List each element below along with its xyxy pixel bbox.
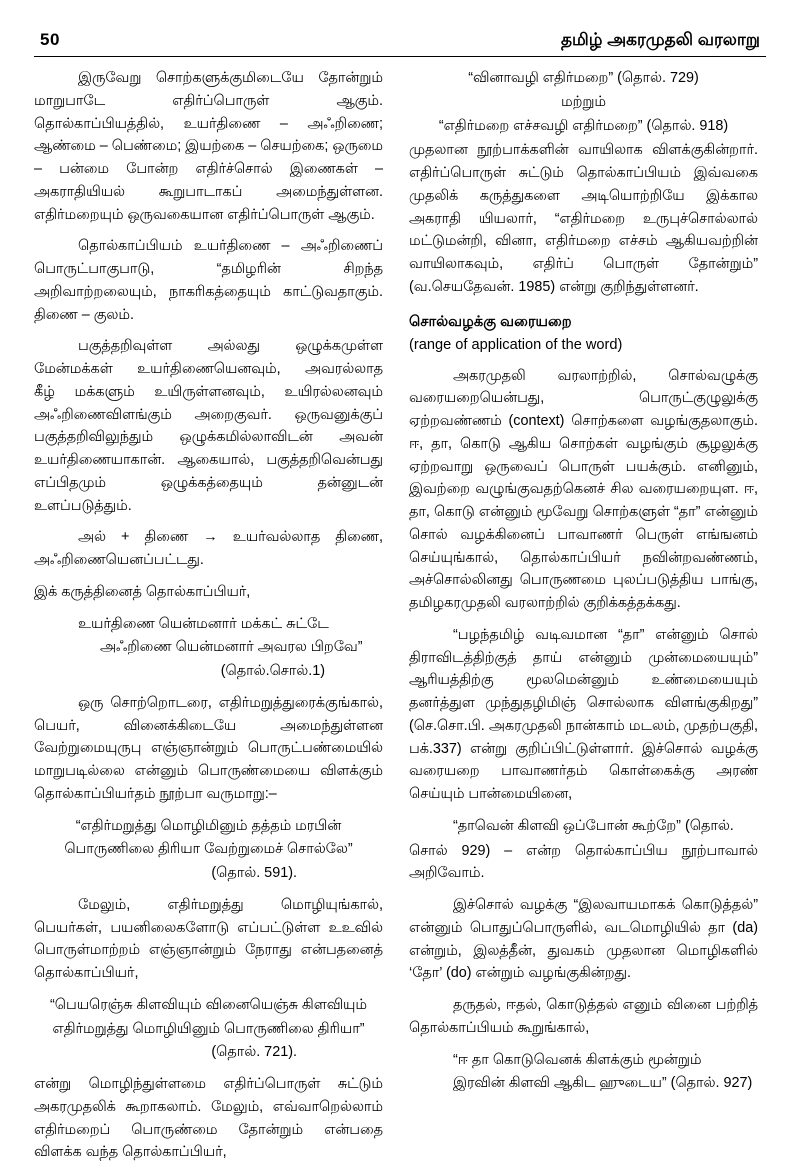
section-heading: சொல்வழக்கு வரையறை (409, 313, 572, 330)
verse-line: எதிர்மறுத்து மொழியினும் பொருணிலை திரியா” (52, 1020, 365, 1037)
verse-line: மற்றும் (561, 93, 606, 110)
paragraph: பகுத்தறிவுள்ள அல்லது ஒழுக்கமுள்ள மேன்மக்கள் உயர்திணையெனவும், அவரல்லாத கீழ் மக்களும் உயிருள்ளனவும், உயிரல்லனவும் அஃறிணைவிளங்கும் அறைகுவர். ஒருவனுக்குப் பகுத்தறிவிலுந்தும் ஒழுக்கமில்லாவிடன் அவன் உயர்திணையாகான். ஆகையால், பகுத்தறிவென்பது எப்பிதமும் ஒழுக்கத்தையும் தன்னுடன் உளப்படுத்தும். (34, 338, 383, 514)
two-column-body (34, 67, 766, 1173)
verse-line: “எதிர்மறை எச்சவழி எதிர்மறை” (தொல். 918) (438, 117, 729, 134)
paragraph: இக் கருத்தினைத் தொல்காப்பியர், (34, 583, 251, 600)
verse-line: “ஈ தா கொடுவெனக் கிளக்கும் மூன்றும் (453, 1051, 702, 1068)
right-column (409, 67, 758, 1096)
paragraph: ஒரு சொற்றொடரை, எதிர்மறுத்துரைக்குங்கால், பெயர், வினைக்கிடையே அமைந்துள்ளன வேற்றுமையுருபு எஞ்ஞான்றும் பொருட்பண்மையில் மாறுபடில்லை என்னும் பொருண்மையை விளக்கும் தொல்காப்பியர்தம் நூற்பா வருமாறு:– (34, 694, 383, 802)
verse-citation: (தொல். 721). (211, 1044, 297, 1061)
verse-line: சொல் 929) – என்ற தொல்காப்பிய நூற்பாவால் அறிவோம். (409, 842, 758, 882)
paragraph: முதலான நூற்பாக்களின் வாயிலாக விளக்குகின்றார். எதிர்ப்பொருள் சுட்டும் தொல்காப்பியம் இவ்வகை முதலிக் கருத்துகளை அடியொற்றியே இக்கால அகராதி யியலார், “எதிர்மறை உருபுச்சொல்லால் மட்டுமன்றி, வினா, எதிர்மறை எச்சம் ஆகியவற்றின் வாயிலாகவும், எதிர்ப் பொருள் தோன்றும்” (வ.செயதேவன். 1985) என்று குறிந்துள்ளனர். (409, 142, 758, 295)
paragraph: என்று மொழிந்துள்ளமை எதிர்ப்பொருள் சுட்டும் அகரமுதலிக் கூறாகலாம். மேலும், எவ்வாறெல்லாம் எதிர்மறைப் பொருண்மை தோன்றும் என்பதை விளக்க வந்த தொல்காப்பியர், (34, 1076, 383, 1161)
paragraph: இருவேறு சொற்களுக்குமிடையே தோன்றும் மாறுபாடே எதிர்ப்பொருள் ஆகும். தொல்காப்பியத்தில், உயர்திணை – அஃறிணை; ஆண்மை – பெண்மை; இயற்கை – செயற்கை; ஒருமை – பன்மை போன்ற எதிர்ச்சொல் இணைகள் – அகராதியியல் கூறுபாடாகப் அமைந்துள்ளன. எதிர்மறையும் ஒருவகையான எதிர்ப்பொருள் ஆகும். (34, 70, 383, 223)
paragraph: மேலும், எதிர்மறுத்து மொழியுங்கால், பெயர்கள், பயனிலைகளோடு எப்பட்டுள்ள உஉவில் பொருள்மாற்றம் எஞ்ஞான்றும் நேராது என்பதனைத் தொல்காப்பியர், (34, 896, 383, 981)
left-column (34, 67, 383, 1173)
verse-line: “பெயரெஞ்சு கிளவியும் வினையெஞ்சு கிளவியும் (50, 996, 367, 1013)
book-title: தமிழ் அகரமுதலி வரலாறு (560, 30, 760, 49)
verse-line: இரவின் கிளவி ஆகிட ஹுடைய” (தொல். 927) (453, 1075, 753, 1092)
paragraph: அகரமுதலி வரலாற்றில், சொல்வழுக்கு வரையறையென்பது, பொருட்குழுலுக்கு ஏற்றவண்ணம் (context) சொற்களை வழங்குதலாகும். ஈ, தா, கொடு ஆகிய சொற்கள் வழங்கும் சூழலுக்கு ஏற்றவாறு ஒருவைப் பொருள் பயக்கும். எனினும், இவற்றை வழுங்குவதற்கெனச் சில வரையறையுள. ஈ, தா, கொடு என்னும் மூவேறு சொற்களுள் “தா” என்னும் சொல் வழக்கினைப் பாவாணர் பெருள் எங்ஙனம் செய்யுங்கால், தொல்காப்பியர் நவின்றவண்ணம், அச்சொல்லினது பொருணமை புலப்படுத்திய பாங்கு, தமிழகரமுதலி வரலாற்றில் குறிக்கத்தக்கது. (409, 367, 758, 612)
verse-line: “தாவென் கிளவி ஒப்போன் கூற்றே” (தொல். (453, 817, 734, 834)
paragraph: தருதல், ஈதல், கொடுத்தல் எனும் வினை பற்றித் தொல்காப்பியம் கூறுங்கால், (409, 997, 758, 1036)
verse-line: “எதிர்மறுத்து மொழிமினும் தத்தம் மரபின் (75, 817, 342, 834)
page-header (34, 30, 766, 52)
verse-line: உயர்திணை யென்மனார் மக்கட் சுட்டே (78, 615, 329, 632)
verse-citation: (தொல்.சொல்.1) (220, 663, 325, 679)
verse-line: பொருணிலை திரியா வேற்றுமைச் சொல்லே” (64, 841, 353, 858)
paragraph: “பழந்தமிழ் வடிவமான “தா” என்னும் சொல் திராவிடத்திற்குத் தாய் என்னும் முன்மையையும்” ஆரியத்திற்கு மூலமென்னும் உண்மையையும் தனர்த்துள முந்துதழிமிஞ் சொல்லாக விளங்குகிறது” (செ.சொ.பி. அகரமுதலி நான்காம் மடலம், முதற்பகுதி, பக்.337) என்று குறிப்பிட்டுள்ளார். இச்சொல் வழக்கு வரையறை பாவாணர்தம் கொள்கைக்கு அரண் செய்யும் பான்மையினை, (409, 626, 758, 803)
paragraph: இச்சொல் வழக்கு “இலவாயமாகக் கொடுத்தல்” என்னும் பொதுப்பொருளில், வடமொழியில் தா (da) என்றும், இலத்தீன், துவகம் முதலான மொழிகளில் ‘தோ’ (do) என்றும் வழங்குகின்றது. (409, 897, 758, 982)
page-number: 50 (40, 30, 60, 49)
verse-line: அஃறிணை யென்மனார் அவரல பிறவே” (100, 639, 363, 656)
header-divider (34, 56, 766, 57)
paragraph: தொல்காப்பியம் உயர்திணை – அஃறிணைப் பொருட்பாகுபாடு, “தமிழரின் சிறந்த அறிவாற்றலையும், நாகரிகத்தையும் காட்டுவதாகும். திணை – குலம். (34, 238, 383, 323)
verse-line: “வினாவழி எதிர்மறை” (தொல். 729) (468, 70, 699, 86)
verse-citation: (தொல். 591). (211, 865, 297, 881)
section-subheading: (range of application of the word) (409, 336, 623, 353)
paragraph: அல் + திணை → உயர்வல்லாத திணை, அஃறிணையெனப்பட்டது. (34, 529, 383, 568)
